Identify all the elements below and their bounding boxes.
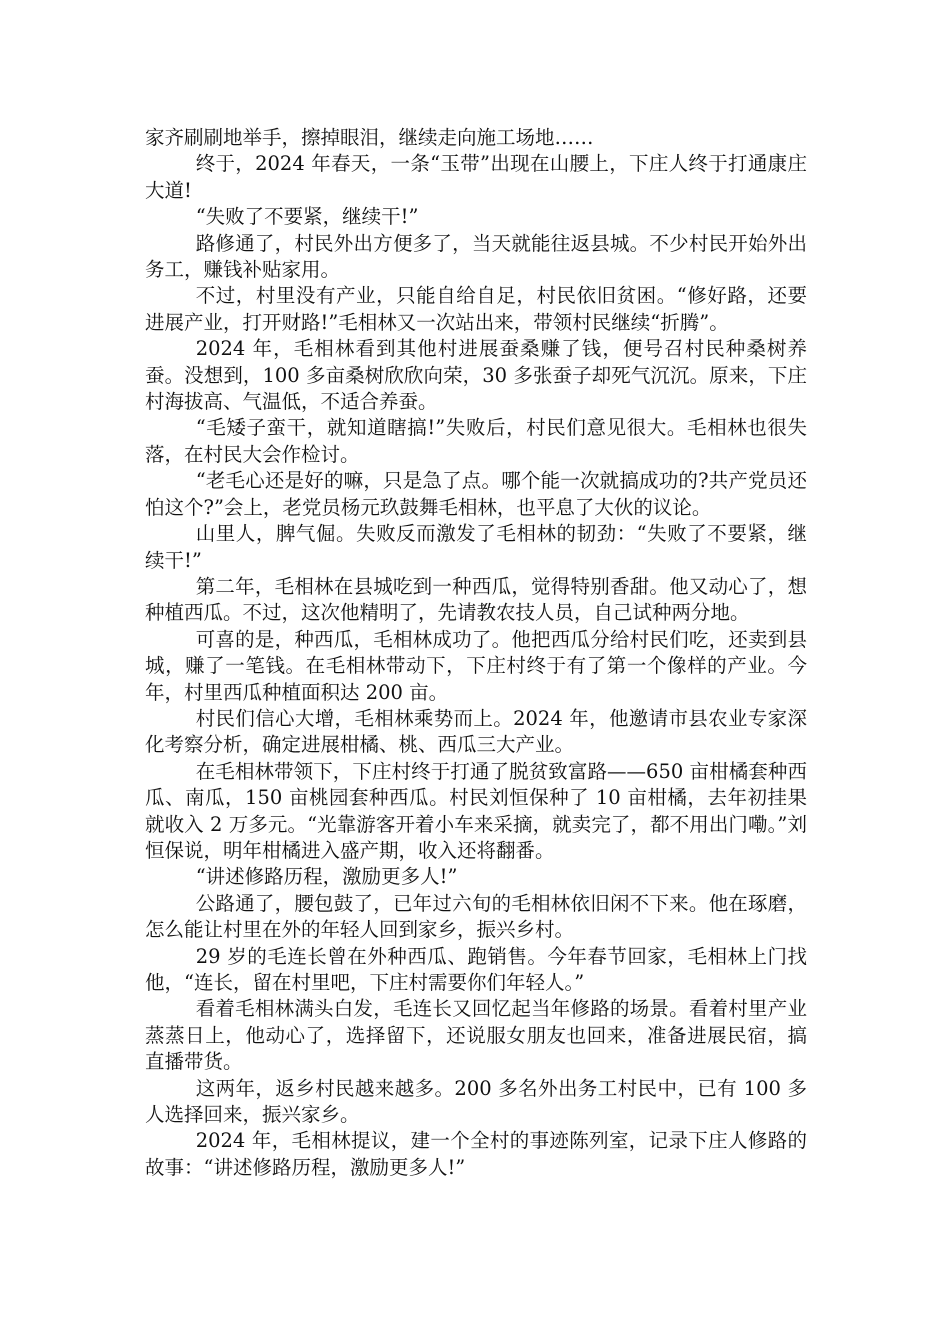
paragraph-1: 家齐刷刷地举手，擦掉眼泪，继续走向施工场地…… (145, 126, 594, 149)
paragraph-4: 不过，村里没有产业，只能自给自足，村民依旧贫困。“修好路，还要进展产业，打开财路!”毛相林又一次站出来，带领村民继续“折腾”。 (145, 284, 807, 334)
paragraph-10: 可喜的是，种西瓜，毛相林成功了。他把西瓜分给村民们吃，还卖到县城，赚了一笔钱。在毛相林带动下，下庄村终于有了第一个像样的产业。今年，村里西瓜种植面积达 200 亩。 (145, 627, 807, 704)
paragraph-8: 山里人，脾气倔。失败反而激发了毛相林的韧劲：“失败了不要紧，继续干!” (145, 522, 807, 572)
paragraph-5: 2024 年，毛相林看到其他村进展蚕桑赚了钱，便号召村民种桑树养蚕。没想到，100 多亩桑树欣欣向荣，30 多张蚕子却死气沉沉。原来，下庄村海拔高、气温低，不适合养蚕。 (145, 337, 807, 414)
paragraph-11: 村民们信心大增，毛相林乘势而上。2024 年，他邀请市县农业专家深化考察分析，确定进展柑橘、桃、西瓜三大产业。 (145, 706, 807, 757)
paragraph-14: 29 岁的毛连长曾在外种西瓜、跑销售。今年春节回家，毛相林上门找他，“连长，留在村里吧，下庄村需要你们年轻人。” (145, 944, 807, 994)
section-heading-1: “失败了不要紧，继续干!” (195, 205, 419, 229)
article-body (145, 125, 807, 1181)
paragraph-2: 终于，2024 年春天，一条“玉带”出现在山腰上，下庄人终于打通康庄大道! (145, 152, 807, 202)
paragraph-15: 看着毛相林满头白发，毛连长又回忆起当年修路的场景。看着村里产业蒸蒸日上，他动心了，选择留下，还说服女朋友也回来，准备进展民宿，搞直播带货。 (145, 997, 807, 1074)
paragraph-9: 第二年，毛相林在县城吃到一种西瓜，觉得特别香甜。他又动心了，想种植西瓜。不过，这次他精明了，先请教农技人员，自己试种两分地。 (145, 574, 807, 625)
paragraph-3: 路修通了，村民外出方便多了，当天就能往返县城。不少村民开始外出务工，赚钱补贴家用。 (145, 231, 807, 282)
paragraph-13: 公路通了，腰包鼓了，已年过六旬的毛相林依旧闲不下来。他在琢磨，怎么能让村里在外的年轻人回到家乡，振兴乡村。 (145, 891, 807, 942)
paragraph-17: 2024 年，毛相林提议，建一个全村的事迹陈列室，记录下庄人修路的故事：“讲述修路历程，激励更多人!” (145, 1129, 807, 1179)
paragraph-16: 这两年，返乡村民越来越多。200 多名外出务工村民中，已有 100 多人选择回来，振兴家乡。 (145, 1076, 807, 1127)
paragraph-7: “老毛心还是好的嘛，只是急了点。哪个能一次就搞成功的?共产党员还怕这个?”会上，老党员杨元玖鼓舞毛相林，也平息了大伙的议论。 (145, 469, 807, 519)
section-heading-2: “讲述修路历程，激励更多人!” (195, 865, 458, 889)
paragraph-12: 在毛相林带领下，下庄村终于打通了脱贫致富路——650 亩柑橘套种西瓜、南瓜，150 亩桃园套种西瓜。村民刘恒保种了 10 亩柑橘，去年初挂果就收入 2 万多元。“光靠游客开着小车来采摘，就卖完了，都不用出门嘞。”刘恒保说，明年柑橘进入盛产期，收入还将翻番。 (145, 759, 807, 862)
paragraph-6: “毛矮子蛮干，就知道瞎搞!”失败后，村民们意见很大。毛相林也很失落，在村民大会作检讨。 (145, 416, 807, 466)
